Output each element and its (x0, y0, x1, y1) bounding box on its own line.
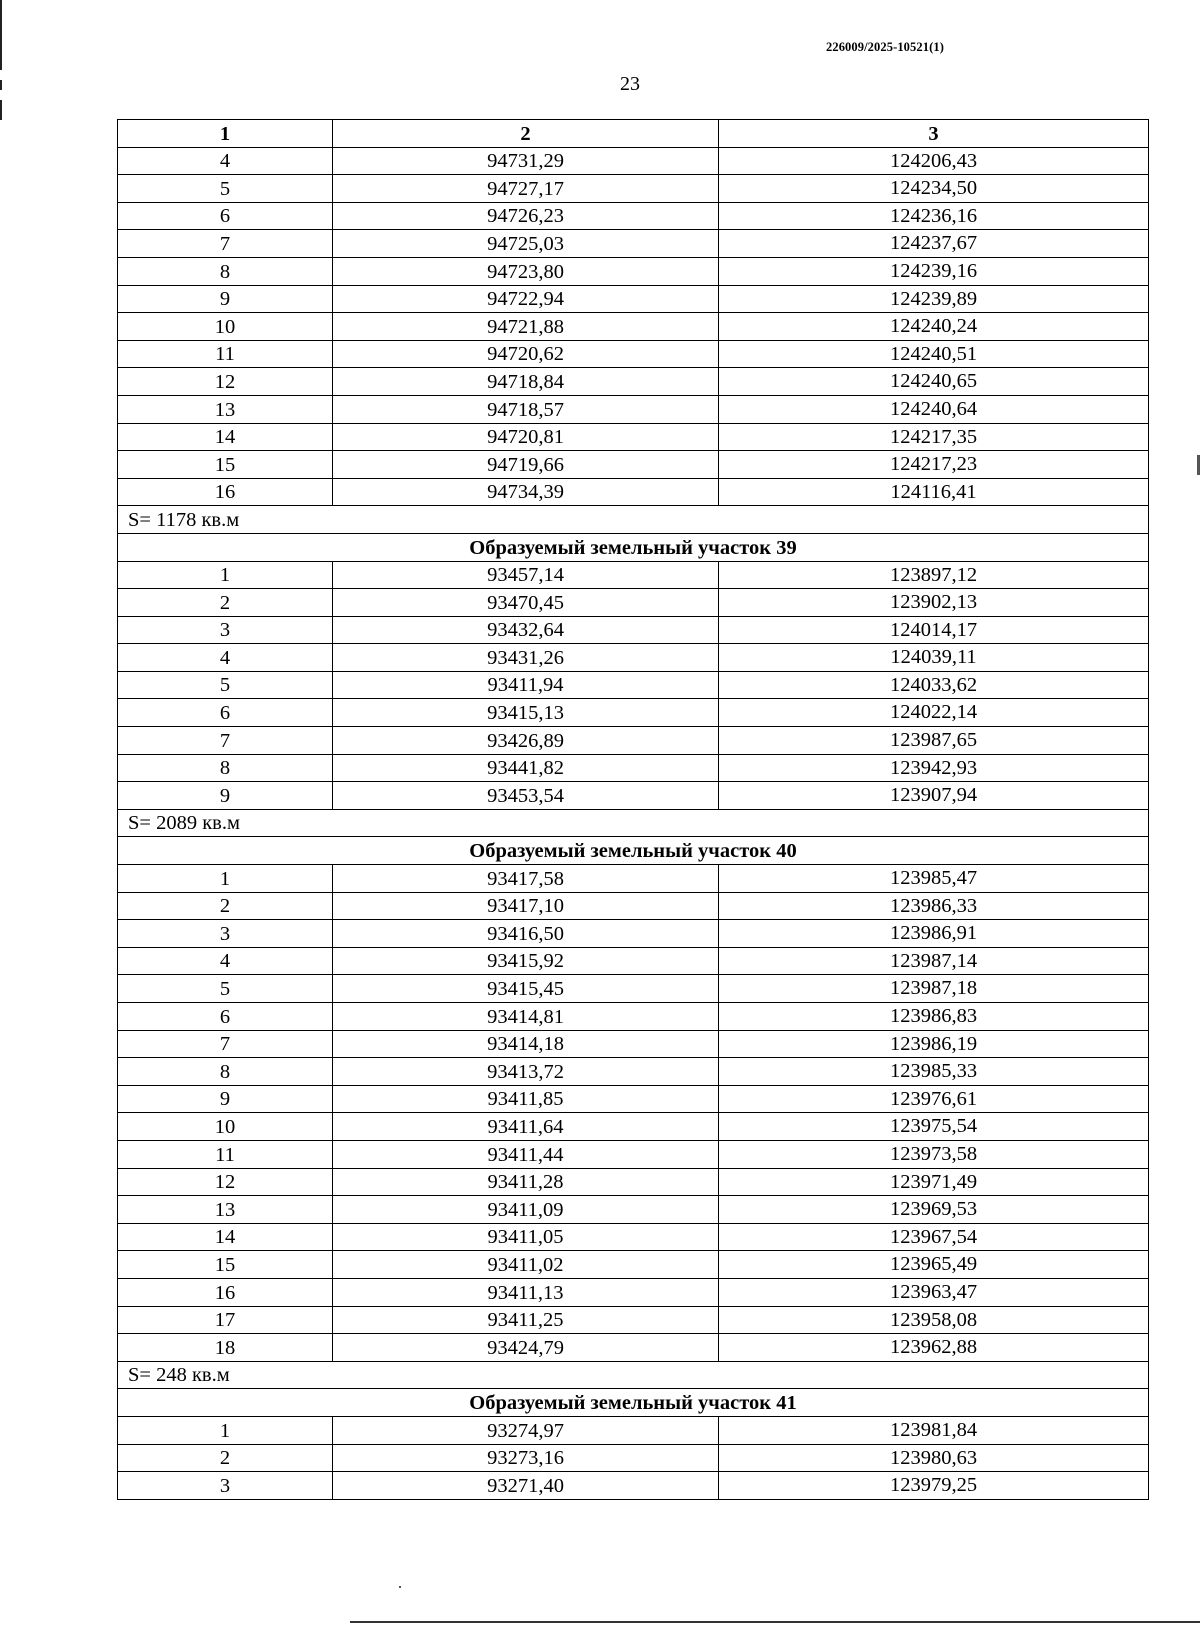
y-coordinate-cell: 124240,24 (719, 313, 1149, 341)
table-row (118, 644, 1149, 672)
y-coordinate-cell: 124033,62 (719, 671, 1149, 699)
table-row (118, 451, 1149, 479)
x-coordinate-cell: 94726,23 (333, 202, 719, 230)
table-row (118, 423, 1149, 451)
x-coordinate-cell: 94720,62 (333, 340, 719, 368)
x-coordinate-cell: 93271,40 (333, 1472, 719, 1500)
y-coordinate-cell: 123897,12 (719, 561, 1149, 589)
table-row (118, 1444, 1149, 1472)
section-title: Образуемый земельный участок 39 (118, 533, 1149, 561)
table-row (118, 1058, 1149, 1086)
table-row (118, 1278, 1149, 1306)
section-title-row (118, 1389, 1149, 1417)
point-number-cell: 7 (118, 1030, 333, 1058)
point-number-cell: 8 (118, 754, 333, 782)
x-coordinate-cell: 93411,94 (333, 671, 719, 699)
point-number-cell: 15 (118, 451, 333, 479)
y-coordinate-cell: 124239,16 (719, 257, 1149, 285)
x-coordinate-cell: 93416,50 (333, 920, 719, 948)
table-row (118, 1085, 1149, 1113)
x-coordinate-cell: 93441,82 (333, 754, 719, 782)
table-row (118, 285, 1149, 313)
y-coordinate-cell: 124206,43 (719, 147, 1149, 175)
table-row (118, 616, 1149, 644)
table-row (118, 1306, 1149, 1334)
point-number-cell: 12 (118, 1168, 333, 1196)
table-row (118, 1472, 1149, 1500)
table-row (118, 782, 1149, 810)
table-row (118, 1113, 1149, 1141)
point-number-cell: 8 (118, 257, 333, 285)
x-coordinate-cell: 93432,64 (333, 616, 719, 644)
point-number-cell: 10 (118, 313, 333, 341)
x-coordinate-cell: 93415,13 (333, 699, 719, 727)
coordinates-table-body (118, 120, 1149, 1500)
x-coordinate-cell: 93414,18 (333, 1030, 719, 1058)
point-number-cell: 14 (118, 1223, 333, 1251)
x-coordinate-cell: 93413,72 (333, 1058, 719, 1086)
table-row (118, 920, 1149, 948)
point-number-cell: 3 (118, 616, 333, 644)
x-coordinate-cell: 93453,54 (333, 782, 719, 810)
x-coordinate-cell: 93411,85 (333, 1085, 719, 1113)
point-number-cell: 3 (118, 920, 333, 948)
y-coordinate-cell: 123985,47 (719, 865, 1149, 893)
table-row (118, 1251, 1149, 1279)
table-row (118, 589, 1149, 617)
area-value: S= 1178 кв.м (118, 506, 1149, 534)
point-number-cell: 5 (118, 671, 333, 699)
section-title: Образуемый земельный участок 41 (118, 1389, 1149, 1417)
x-coordinate-cell: 93411,05 (333, 1223, 719, 1251)
point-number-cell: 2 (118, 589, 333, 617)
x-coordinate-cell: 93417,10 (333, 892, 719, 920)
y-coordinate-cell: 123973,58 (719, 1140, 1149, 1168)
point-number-cell: 5 (118, 175, 333, 203)
table-row (118, 975, 1149, 1003)
table-row (118, 1140, 1149, 1168)
table-row (118, 257, 1149, 285)
point-number-cell: 13 (118, 395, 333, 423)
y-coordinate-cell: 123986,91 (719, 920, 1149, 948)
y-coordinate-cell: 123969,53 (719, 1196, 1149, 1224)
x-coordinate-cell: 93411,13 (333, 1278, 719, 1306)
point-number-cell: 6 (118, 1003, 333, 1031)
table-row (118, 313, 1149, 341)
point-number-cell: 1 (118, 865, 333, 893)
scan-edge-mark (0, 100, 2, 120)
y-coordinate-cell: 124240,51 (719, 340, 1149, 368)
x-coordinate-cell: 93431,26 (333, 644, 719, 672)
y-coordinate-cell: 123979,25 (719, 1472, 1149, 1500)
y-coordinate-cell: 123907,94 (719, 782, 1149, 810)
table-row (118, 175, 1149, 203)
point-number-cell: 16 (118, 478, 333, 506)
x-coordinate-cell: 93415,45 (333, 975, 719, 1003)
y-coordinate-cell: 124116,41 (719, 478, 1149, 506)
table-row (118, 947, 1149, 975)
table-row (118, 340, 1149, 368)
point-number-cell: 7 (118, 727, 333, 755)
x-coordinate-cell: 93415,92 (333, 947, 719, 975)
column-header-2: 2 (333, 120, 719, 148)
y-coordinate-cell: 123987,65 (719, 727, 1149, 755)
y-coordinate-cell: 124234,50 (719, 175, 1149, 203)
table-row (118, 1223, 1149, 1251)
y-coordinate-cell: 123963,47 (719, 1278, 1149, 1306)
point-number-cell: 9 (118, 1085, 333, 1113)
table-row (118, 1168, 1149, 1196)
y-coordinate-cell: 123958,08 (719, 1306, 1149, 1334)
point-number-cell: 9 (118, 285, 333, 313)
point-number-cell: 11 (118, 340, 333, 368)
scan-edge-mark (0, 80, 2, 90)
y-coordinate-cell: 124039,11 (719, 644, 1149, 672)
point-number-cell: 2 (118, 892, 333, 920)
table-row (118, 865, 1149, 893)
section-title: Образуемый земельный участок 40 (118, 837, 1149, 865)
page-number: 23 (620, 73, 640, 95)
point-number-cell: 18 (118, 1334, 333, 1362)
point-number-cell: 5 (118, 975, 333, 1003)
y-coordinate-cell: 123986,83 (719, 1003, 1149, 1031)
y-coordinate-cell: 123965,49 (719, 1251, 1149, 1279)
scan-edge-mark (0, 0, 2, 70)
column-header-1: 1 (118, 120, 333, 148)
x-coordinate-cell: 93411,09 (333, 1196, 719, 1224)
table-row (118, 395, 1149, 423)
table-row (118, 478, 1149, 506)
area-value: S= 248 кв.м (118, 1361, 1149, 1389)
point-number-cell: 4 (118, 644, 333, 672)
point-number-cell: 8 (118, 1058, 333, 1086)
point-number-cell: 4 (118, 947, 333, 975)
y-coordinate-cell: 124217,35 (719, 423, 1149, 451)
point-number-cell: 6 (118, 202, 333, 230)
x-coordinate-cell: 94721,88 (333, 313, 719, 341)
x-coordinate-cell: 93414,81 (333, 1003, 719, 1031)
y-coordinate-cell: 123987,14 (719, 947, 1149, 975)
point-number-cell: 12 (118, 368, 333, 396)
y-coordinate-cell: 123980,63 (719, 1444, 1149, 1472)
point-number-cell: 15 (118, 1251, 333, 1279)
y-coordinate-cell: 123986,19 (719, 1030, 1149, 1058)
coordinates-table (117, 119, 1149, 1500)
point-number-cell: 1 (118, 561, 333, 589)
table-row (118, 202, 1149, 230)
point-number-cell: 3 (118, 1472, 333, 1500)
area-row (118, 809, 1149, 837)
table-row (118, 1030, 1149, 1058)
y-coordinate-cell: 124240,65 (719, 368, 1149, 396)
y-coordinate-cell: 123967,54 (719, 1223, 1149, 1251)
x-coordinate-cell: 94722,94 (333, 285, 719, 313)
x-coordinate-cell: 94727,17 (333, 175, 719, 203)
table-row (118, 671, 1149, 699)
point-number-cell: 11 (118, 1140, 333, 1168)
table-row (118, 1196, 1149, 1224)
table-row (118, 699, 1149, 727)
table-header-row (118, 120, 1149, 148)
document-number: 226009/2025-10521(1) (826, 40, 944, 54)
y-coordinate-cell: 124217,23 (719, 451, 1149, 479)
x-coordinate-cell: 94718,84 (333, 368, 719, 396)
table-row (118, 147, 1149, 175)
point-number-cell: 9 (118, 782, 333, 810)
point-number-cell: 17 (118, 1306, 333, 1334)
x-coordinate-cell: 94719,66 (333, 451, 719, 479)
table-row (118, 892, 1149, 920)
x-coordinate-cell: 94734,39 (333, 478, 719, 506)
y-coordinate-cell: 123902,13 (719, 589, 1149, 617)
x-coordinate-cell: 93426,89 (333, 727, 719, 755)
x-coordinate-cell: 93470,45 (333, 589, 719, 617)
x-coordinate-cell: 93411,44 (333, 1140, 719, 1168)
y-coordinate-cell: 123975,54 (719, 1113, 1149, 1141)
table-row (118, 754, 1149, 782)
x-coordinate-cell: 93411,64 (333, 1113, 719, 1141)
point-number-cell: 4 (118, 147, 333, 175)
y-coordinate-cell: 124240,64 (719, 395, 1149, 423)
section-title-row (118, 837, 1149, 865)
table-row (118, 1416, 1149, 1444)
point-number-cell: 2 (118, 1444, 333, 1472)
scan-edge-mark (350, 1621, 1200, 1623)
table-row (118, 1003, 1149, 1031)
y-coordinate-cell: 124014,17 (719, 616, 1149, 644)
y-coordinate-cell: 124236,16 (719, 202, 1149, 230)
y-coordinate-cell: 123971,49 (719, 1168, 1149, 1196)
column-header-3: 3 (719, 120, 1149, 148)
point-number-cell: 14 (118, 423, 333, 451)
area-row (118, 1361, 1149, 1389)
y-coordinate-cell: 124022,14 (719, 699, 1149, 727)
y-coordinate-cell: 123962,88 (719, 1334, 1149, 1362)
point-number-cell: 1 (118, 1416, 333, 1444)
x-coordinate-cell: 93411,25 (333, 1306, 719, 1334)
y-coordinate-cell: 124239,89 (719, 285, 1149, 313)
table-row (118, 368, 1149, 396)
y-coordinate-cell: 123985,33 (719, 1058, 1149, 1086)
point-number-cell: 10 (118, 1113, 333, 1141)
x-coordinate-cell: 94725,03 (333, 230, 719, 258)
x-coordinate-cell: 93457,14 (333, 561, 719, 589)
table-row (118, 1334, 1149, 1362)
y-coordinate-cell: 123942,93 (719, 754, 1149, 782)
point-number-cell: 16 (118, 1278, 333, 1306)
y-coordinate-cell: 123976,61 (719, 1085, 1149, 1113)
x-coordinate-cell: 93274,97 (333, 1416, 719, 1444)
x-coordinate-cell: 94720,81 (333, 423, 719, 451)
y-coordinate-cell: 123986,33 (719, 892, 1149, 920)
x-coordinate-cell: 93273,16 (333, 1444, 719, 1472)
x-coordinate-cell: 93417,58 (333, 865, 719, 893)
table-row (118, 727, 1149, 755)
table-row (118, 561, 1149, 589)
x-coordinate-cell: 93424,79 (333, 1334, 719, 1362)
y-coordinate-cell: 123981,84 (719, 1416, 1149, 1444)
x-coordinate-cell: 93411,28 (333, 1168, 719, 1196)
point-number-cell: 7 (118, 230, 333, 258)
y-coordinate-cell: 123987,18 (719, 975, 1149, 1003)
x-coordinate-cell: 94723,80 (333, 257, 719, 285)
x-coordinate-cell: 94718,57 (333, 395, 719, 423)
x-coordinate-cell: 93411,02 (333, 1251, 719, 1279)
area-row (118, 506, 1149, 534)
table-row (118, 230, 1149, 258)
x-coordinate-cell: 94731,29 (333, 147, 719, 175)
area-value: S= 2089 кв.м (118, 809, 1149, 837)
section-title-row (118, 533, 1149, 561)
point-number-cell: 13 (118, 1196, 333, 1224)
point-number-cell: 6 (118, 699, 333, 727)
scan-speck (399, 1586, 401, 1588)
y-coordinate-cell: 124237,67 (719, 230, 1149, 258)
